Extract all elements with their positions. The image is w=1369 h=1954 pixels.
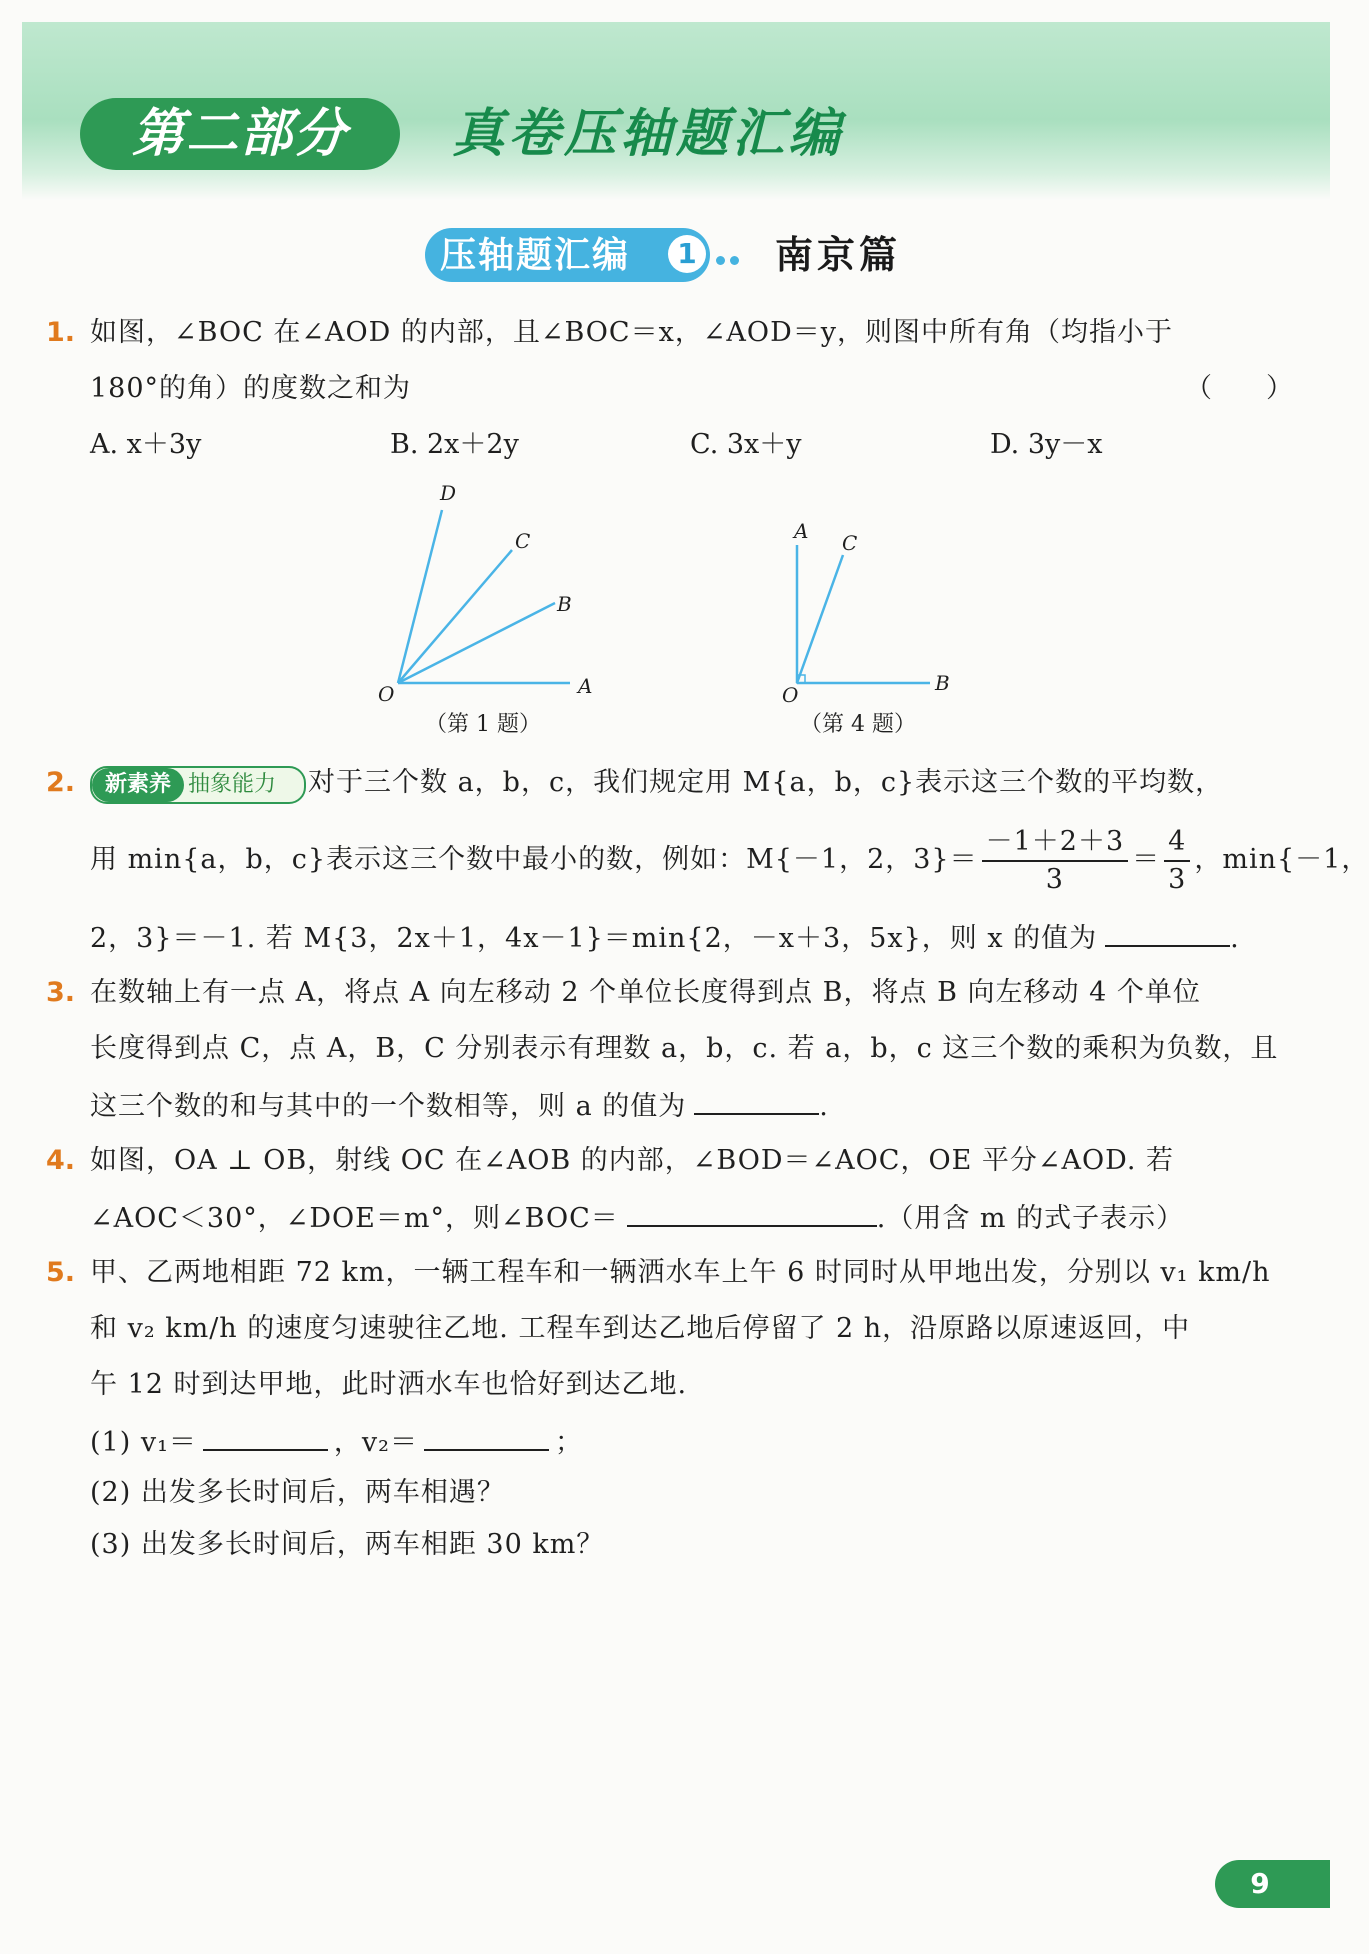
tag-new-literacy: 新素养	[92, 768, 184, 802]
label-a: A	[578, 674, 593, 698]
tag-abstract-ability: 抽象能力	[188, 772, 277, 797]
q4-line2-text: ∠AOC＜30°，∠DOE＝m°，则∠BOC＝	[90, 1203, 619, 1234]
q2-line3	[90, 917, 1240, 959]
part-title: 真卷压轴题汇编	[452, 104, 845, 164]
q3-line3-end: .	[819, 1091, 829, 1122]
figure-q1	[360, 478, 620, 708]
q5-number: 5.	[46, 1257, 76, 1288]
fraction-mean	[982, 824, 1129, 898]
section-label: 压轴题汇编	[440, 234, 631, 276]
v2-answer-blank[interactable]	[424, 1421, 549, 1451]
q1-line2: 180°的角）的度数之和为	[90, 373, 412, 404]
label-a: A	[794, 519, 809, 543]
label-b: B	[557, 592, 572, 616]
label-c: C	[842, 531, 858, 555]
fraction-denominator: 3	[1045, 863, 1064, 895]
label-d: D	[440, 481, 457, 505]
q2-answer-blank[interactable]	[1105, 917, 1230, 947]
part-label: 第二部分	[131, 104, 348, 164]
q3-line2: 长度得到点 C，点 A，B，C 分别表示有理数 a，b，c. 若 a，b，c 这三个数的乘积为负数，且	[90, 1033, 1279, 1064]
fraction-result	[1164, 824, 1190, 898]
fraction-denominator: 3	[1168, 863, 1187, 895]
v1-answer-blank[interactable]	[203, 1421, 328, 1451]
q2-line1: 对于三个数 a，b，c，我们规定用 M{a，b，c}表示这三个数的平均数，	[308, 767, 1224, 798]
figure-q4	[770, 520, 970, 710]
q5-sub1-v2: ，v₂＝	[333, 1427, 418, 1458]
q3-line3	[90, 1085, 829, 1127]
q1-option-d: D. 3y－x	[990, 429, 1103, 460]
section-number: 1	[668, 235, 706, 273]
q5-line3: 午 12 时到达甲地，此时洒水车也恰好到达乙地.	[90, 1369, 688, 1400]
ray-oc	[797, 555, 843, 683]
q1-number: 1.	[46, 317, 76, 348]
q5-line2: 和 v₂ km/h 的速度匀速驶往乙地. 工程车到达乙地后停留了 2 h，沿原路以原速返回，中	[90, 1313, 1191, 1344]
q5-sub1	[90, 1421, 583, 1463]
q4-answer-blank[interactable]	[627, 1197, 877, 1227]
label-o: O	[782, 683, 799, 707]
label-o: O	[378, 682, 395, 706]
q5-sub1-end: ；	[554, 1427, 583, 1458]
q3-answer-blank[interactable]	[694, 1085, 819, 1115]
q4-line1: 如图，OA ⊥ OB，射线 OC 在∠AOB 的内部，∠BOD＝∠AOC，OE 平分∠AOD. 若	[90, 1145, 1175, 1176]
q4-number: 4.	[46, 1145, 76, 1176]
q3-line3-text: 这三个数的和与其中的一个数相等，则 a 的值为	[90, 1091, 687, 1122]
equals-sign: ＝	[1132, 844, 1161, 875]
q5-sub3: (3) 出发多长时间后，两车相距 30 km？	[90, 1529, 605, 1560]
figure-q4-caption: （第 4 题）	[800, 712, 916, 737]
q2-line2-text: 用 min{a，b，c}表示这三个数中最小的数，例如：M{－1，2，3}＝	[90, 844, 978, 875]
q4-line2-end: .（用含 m 的式子表示）	[876, 1203, 1185, 1234]
q2-number: 2.	[46, 767, 76, 798]
q2-line2-tail: ，min{－1，	[1194, 844, 1369, 875]
q4-line2	[90, 1197, 1184, 1239]
fraction-numerator: －1＋2＋3	[982, 824, 1129, 862]
q2-line3-text: 2，3}＝－1. 若 M{3，2x＋1，4x－1}＝min{2，－x＋3，5x}，则 x 的值为	[90, 923, 1098, 954]
q5-sub2: (2) 出发多长时间后，两车相遇？	[90, 1477, 505, 1508]
ray-ob	[398, 603, 555, 683]
page-number: 9	[1250, 1867, 1270, 1900]
fraction-numerator: 4	[1164, 824, 1190, 862]
label-c: C	[515, 529, 531, 553]
q2-line3-end: .	[1230, 923, 1240, 954]
q3-number: 3.	[46, 977, 76, 1008]
section-city: 南京篇	[775, 232, 902, 277]
q5-sub1-v1: (1) v₁＝	[90, 1427, 197, 1458]
q1-option-a: A. x＋3y	[90, 429, 202, 460]
q1-answer-paren: （ ）	[1185, 373, 1293, 404]
q1-option-c: C. 3x＋y	[690, 429, 802, 460]
q1-option-b: B. 2x＋2y	[390, 429, 519, 460]
label-b: B	[935, 671, 950, 695]
q1-line1: 如图，∠BOC 在∠AOD 的内部，且∠BOC＝x，∠AOD＝y，则图中所有角（均指小于	[90, 317, 1173, 348]
q2-line2	[90, 820, 1369, 900]
figure-q1-caption: （第 1 题）	[425, 712, 541, 737]
q5-line1: 甲、乙两地相距 72 km，一辆工程车和一辆洒水车上午 6 时同时从甲地出发，分别以 v₁ km/h	[90, 1257, 1271, 1288]
section-dots	[716, 250, 744, 269]
q3-line1: 在数轴上有一点 A，将点 A 向左移动 2 个单位长度得到点 B，将点 B 向左移动 4 个单位	[90, 977, 1201, 1008]
